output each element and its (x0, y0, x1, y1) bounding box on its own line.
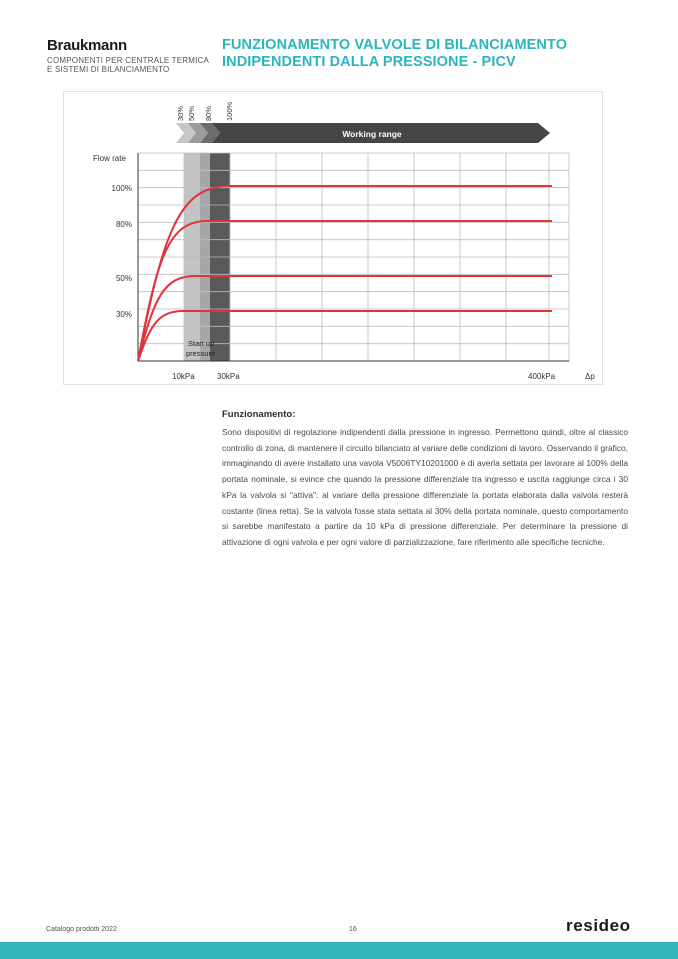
page-title-line-1: FUNZIONAMENTO VALVOLE DI BILANCIAMENTO (222, 37, 568, 53)
brand-name: Braukmann (47, 37, 127, 54)
flow-rate-chart (63, 91, 603, 385)
y-tick-30: 30% (115, 310, 132, 319)
x-tick-10kpa: 10kPa (172, 372, 195, 381)
page-number: 16 (349, 926, 357, 933)
brand-subtitle (47, 57, 209, 74)
y-tick-50: 50% (115, 274, 132, 283)
x-tick-400kpa: 400kPa (528, 372, 556, 381)
top-marker-80: 80% (204, 105, 213, 121)
chart-svg (64, 92, 602, 384)
top-marker-50: 50% (187, 105, 196, 121)
startup-label-line-2: pressure (186, 349, 216, 358)
y-tick-100: 100% (111, 184, 132, 193)
footer-catalog: Catalogo prodotti 2022 (46, 926, 117, 933)
section-title: Funzionamento: (222, 409, 296, 420)
brand-subtitle-line-1: COMPONENTI PER CENTRALE TERMICA (47, 56, 210, 65)
footer-accent-bar (0, 942, 678, 959)
startup-label-line-1: Start up (188, 339, 215, 348)
x-axis-title: Δp (585, 372, 595, 381)
top-marker-30: 30% (176, 105, 185, 121)
y-tick-80: 80% (115, 220, 132, 229)
page-title-line-2: INDIPENDENTI DALLA PRESSIONE - PICV (222, 54, 516, 70)
working-range-label: Working range (342, 129, 402, 139)
working-range-arrow (176, 123, 550, 143)
brand-subtitle-line-2: E SISTEMI DI BILANCIAMENTO (47, 64, 170, 74)
top-marker-100: 100% (225, 101, 234, 121)
y-axis-title: Flow rate (93, 154, 126, 163)
page-title (222, 37, 642, 71)
resideo-logo: resideo (566, 916, 631, 935)
x-tick-30kpa: 30kPa (217, 372, 240, 381)
description-paragraph: Sono dispositivi di regolazione indipendenti dalla pressione in ingresso. Permettono quindi, oltre al classico controllo di zona, di mantenere il circuito bilanciato al variare delle condizioni di lavoro. Osservando il grafico, immaginando di avere installato una vavola V5006TY10201000 e di averla settata per lavorare al 100% della portata nominale, si evince che quando la pressione differenziale tra ingresso e uscita raggiunge circa i 30 kPa la valvola si "attiva": al variare della pressione differenziale la portata elaborata dalla valvola resterà costante (linea retta). Se la valvola fosse stata settata al 30% della portata nominale, questo comportamento si sarebbe manifestato a partire da 10 kPa di pressione differenziale. Per determinare la pressione di attivazione di ogni valvola e per ogni valore di parzializzazione, fare riferimento alle specifiche tecniche. (222, 427, 628, 547)
